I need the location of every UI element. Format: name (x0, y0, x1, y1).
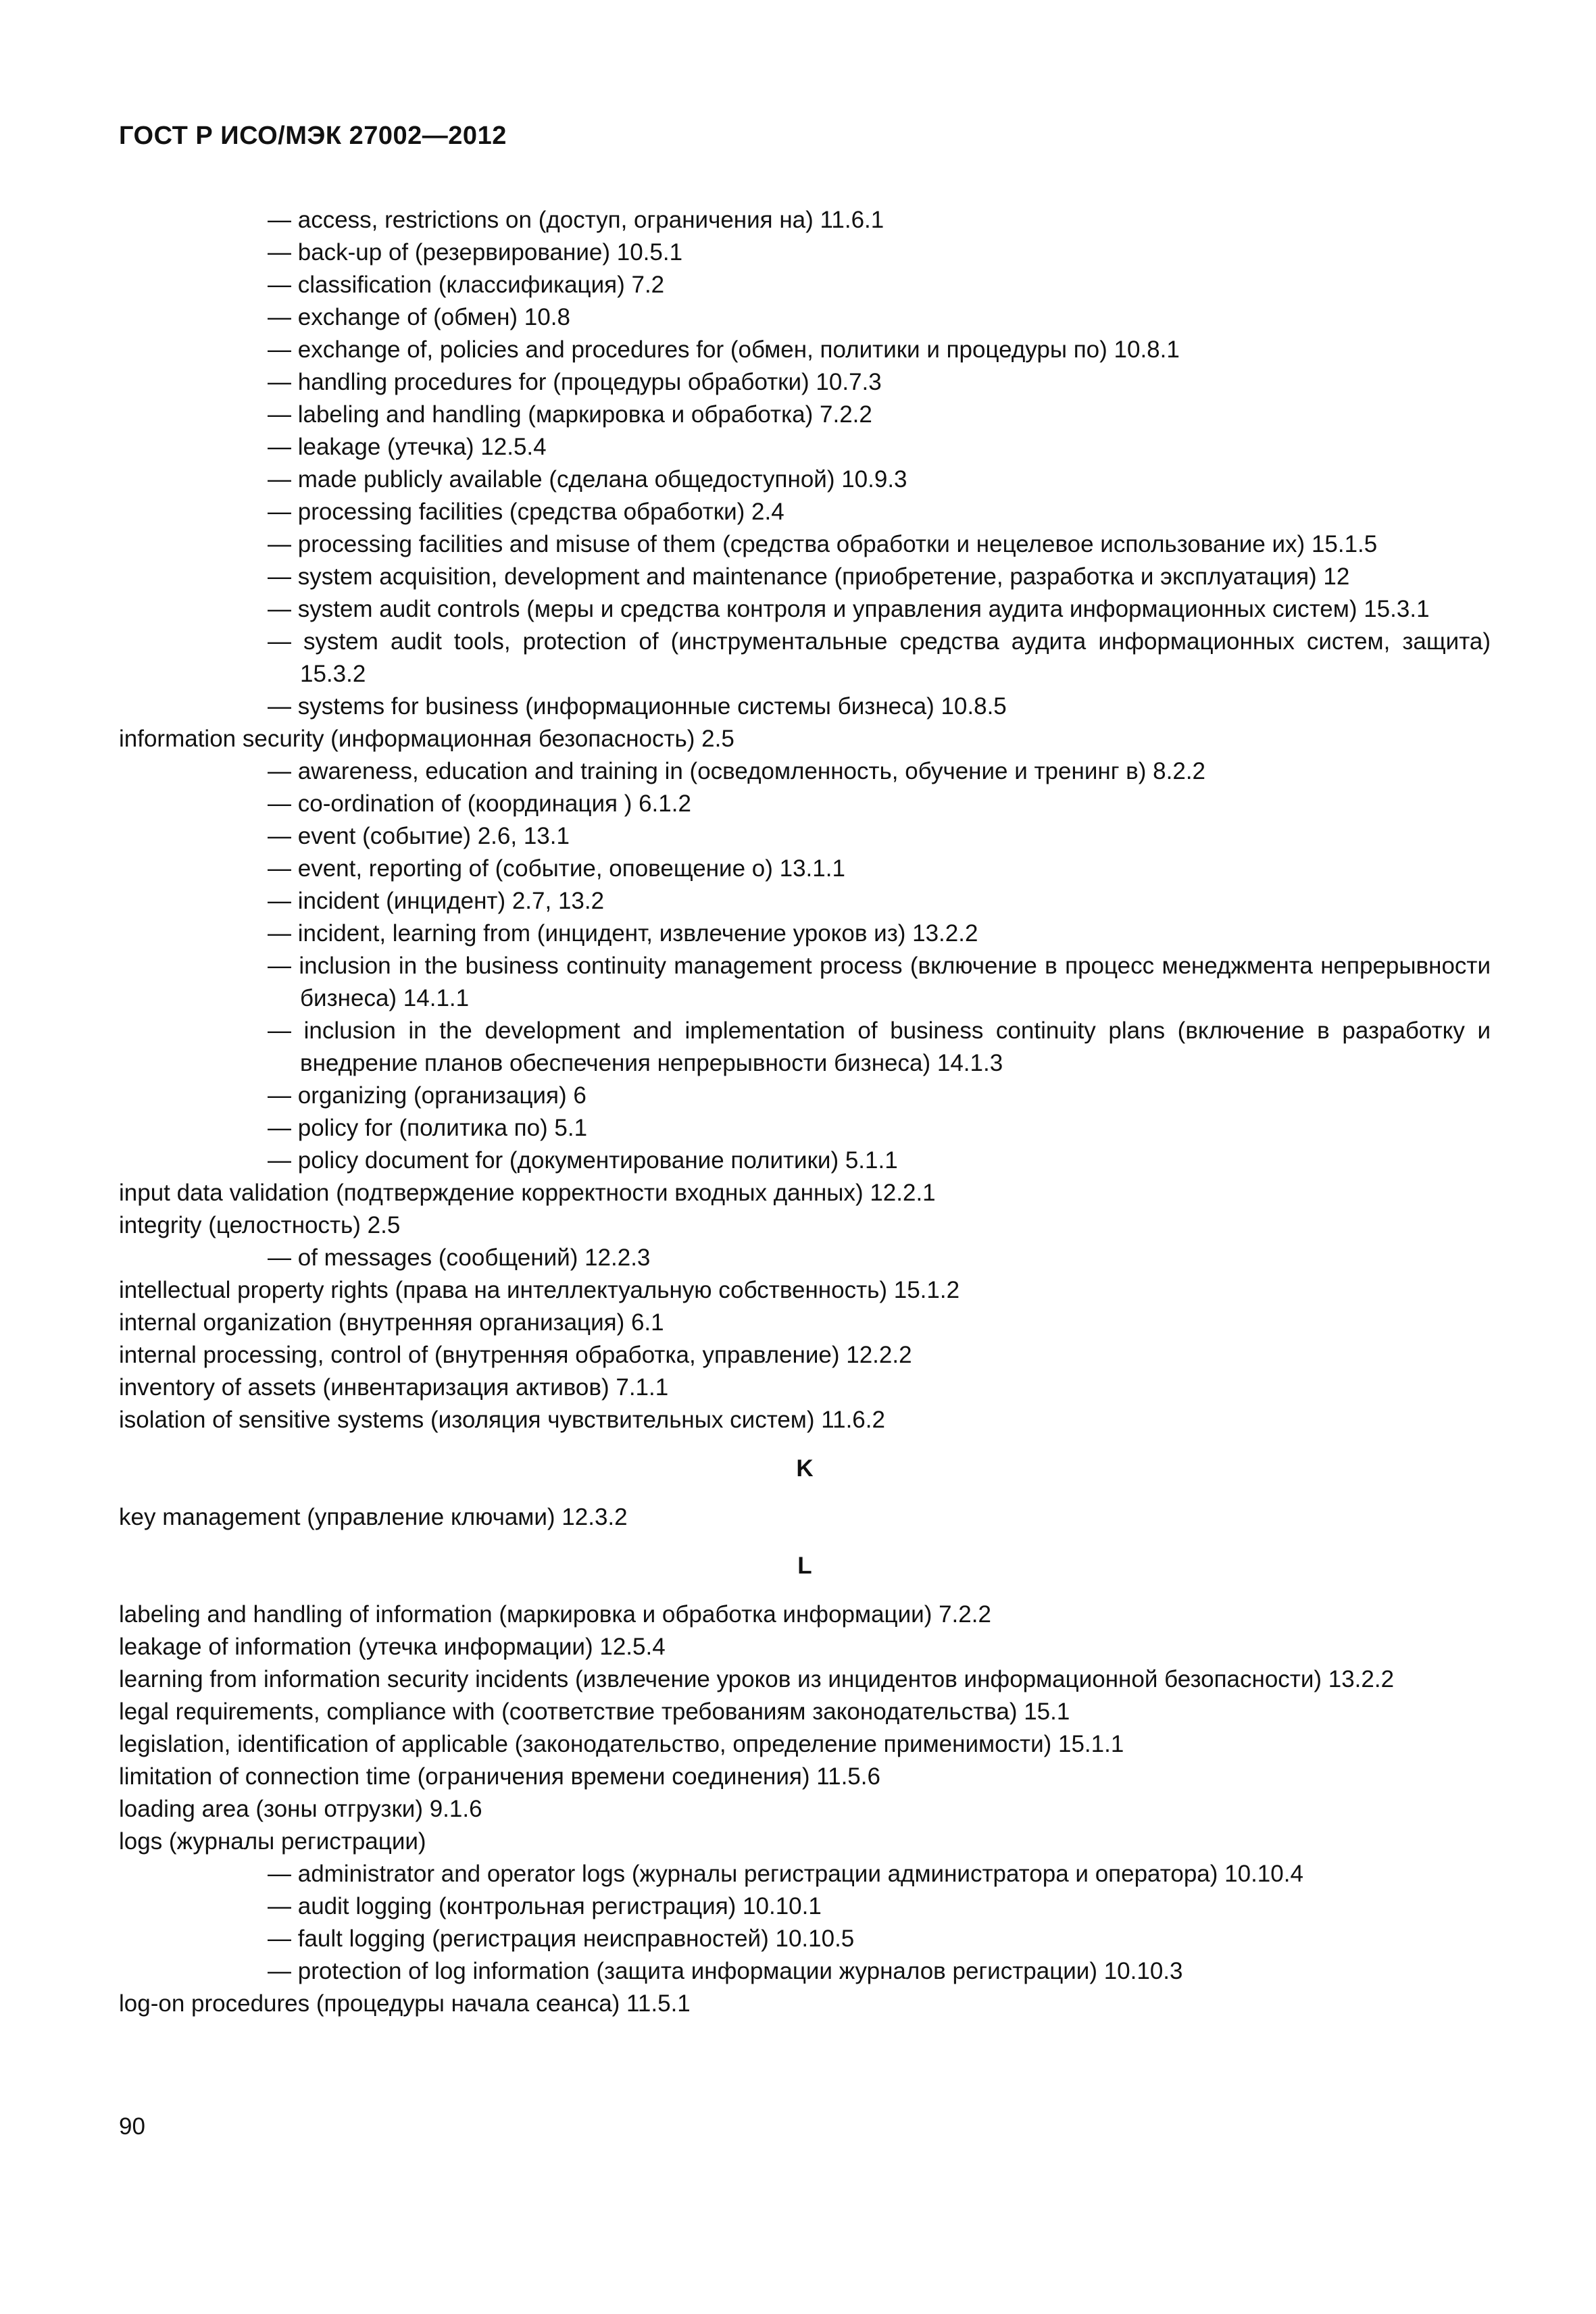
section-letter: K (796, 1455, 814, 1482)
index-subentry: — access, restrictions on (доступ, ограничения на) 11.6.1 (268, 207, 884, 233)
index-subentry: — organizing (организация) 6 (268, 1082, 587, 1109)
index-subentry: — exchange of, policies and procedures for (обмен, политики и процедуры по) 10.8.1 (268, 336, 1180, 363)
index-subentry: — awareness, education and training in (осведомленность, обучение и тренинг в) 8.2.2 (268, 758, 1206, 784)
index-list (119, 204, 1491, 2020)
index-entry: leakage of information (утечка информации) 12.5.4 (119, 1634, 666, 1660)
index-entry: loading area (зоны отгрузки) 9.1.6 (119, 1796, 482, 1822)
index-entry: log-on procedures (процедуры начала сеанса) 11.5.1 (119, 1990, 691, 2017)
index-subentry: — leakage (утечка) 12.5.4 (268, 434, 547, 460)
index-entry: intellectual property rights (права на интеллектуальную собственность) 15.1.2 (119, 1277, 960, 1303)
index-subentry: — inclusion in the development and implementation of business continuity plans (включение в разработку и внедрение планов обеспечения непрерывности бизнеса) 14.1.3 (268, 1017, 1491, 1076)
index-entry: input data validation (подтверждение корректности входных данных) 12.2.1 (119, 1180, 936, 1206)
index-entry: labeling and handling of information (маркировка и обработка информации) 7.2.2 (119, 1601, 991, 1628)
index-entry: inventory of assets (инвентаризация активов) 7.1.1 (119, 1374, 669, 1401)
index-subentry: — protection of log information (защита информации журналов регистрации) 10.10.3 (268, 1958, 1183, 1984)
index-subentry: — incident, learning from (инцидент, извлечение уроков из) 13.2.2 (268, 920, 978, 947)
index-entry: limitation of connection time (ограничения времени соединения) 11.5.6 (119, 1763, 880, 1790)
index-entry: internal processing, control of (внутренняя обработка, управление) 12.2.2 (119, 1342, 912, 1368)
index-entry: isolation of sensitive systems (изоляция чувствительных систем) 11.6.2 (119, 1407, 885, 1433)
page-number: 90 (119, 2113, 145, 2140)
index-subentry: — processing facilities (средства обработки) 2.4 (268, 499, 784, 525)
index-entry: legal requirements, compliance with (соответствие требованиям законодательства) 15.1 (119, 1699, 1070, 1725)
index-subentry: — inclusion in the business continuity management process (включение в процесс менеджмента непрерывности бизнеса) 14.1.1 (268, 953, 1491, 1011)
index-subentry: — processing facilities and misuse of them (средства обработки и нецелевое использование их) 15.1.5 (268, 531, 1378, 557)
index-subentry: — back-up of (резервирование) 10.5.1 (268, 239, 683, 266)
index-entry: key management (управление ключами) 12.3.2 (119, 1504, 628, 1530)
index-entry: internal organization (внутренняя организация) 6.1 (119, 1309, 664, 1336)
index-entry: legislation, identification of applicable (законодательство, определение применимости) 15.1.1 (119, 1731, 1124, 1757)
index-entry: logs (журналы регистрации) (119, 1828, 426, 1855)
index-subentry: — incident (инцидент) 2.7, 13.2 (268, 888, 605, 914)
index-subentry: — system acquisition, development and maintenance (приобретение, разработка и эксплуатация) 12 (268, 563, 1350, 590)
index-subentry: — policy document for (документирование политики) 5.1.1 (268, 1147, 898, 1174)
index-subentry: — exchange of (обмен) 10.8 (268, 304, 570, 330)
index-subentry: — event (событие) 2.6, 13.1 (268, 823, 570, 849)
index-subentry: — classification (классификация) 7.2 (268, 272, 665, 298)
index-subentry: — audit logging (контрольная регистрация) 10.10.1 (268, 1893, 822, 1919)
index-entry: information security (информационная безопасность) 2.5 (119, 726, 734, 752)
index-entry: learning from information security incidents (извлечение уроков из инцидентов информационной безопасности) 13.2.2 (119, 1666, 1395, 1692)
index-subentry: — co-ordination of (координация ) 6.1.2 (268, 790, 691, 817)
index-subentry: — labeling and handling (маркировка и обработка) 7.2.2 (268, 401, 872, 428)
index-subentry: — system audit controls (меры и средства контроля и управления аудита информационных систем) 15.3.1 (268, 596, 1430, 622)
index-subentry: — systems for business (информационные системы бизнеса) 10.8.5 (268, 693, 1007, 720)
index-subentry: — fault logging (регистрация неисправностей) 10.10.5 (268, 1926, 855, 1952)
section-letter: L (797, 1553, 812, 1579)
index-subentry: — system audit tools, protection of (инструментальные средства аудита информационных систем, защита) 15.3.2 (268, 628, 1491, 687)
index-subentry: — event, reporting of (событие, оповещение о) 13.1.1 (268, 855, 845, 882)
index-subentry: — policy for (политика по) 5.1 (268, 1115, 588, 1141)
index-subentry: — handling procedures for (процедуры обработки) 10.7.3 (268, 369, 882, 395)
index-entry: integrity (целостность) 2.5 (119, 1212, 401, 1238)
index-subentry: — made publicly available (сделана общедоступной) 10.9.3 (268, 466, 907, 493)
document-header: ГОСТ Р ИСО/МЭК 27002—2012 (119, 122, 507, 150)
index-subentry: — of messages (сообщений) 12.2.3 (268, 1244, 651, 1271)
index-subentry: — administrator and operator logs (журналы регистрации администратора и оператора) 10.10.4 (268, 1861, 1303, 1887)
